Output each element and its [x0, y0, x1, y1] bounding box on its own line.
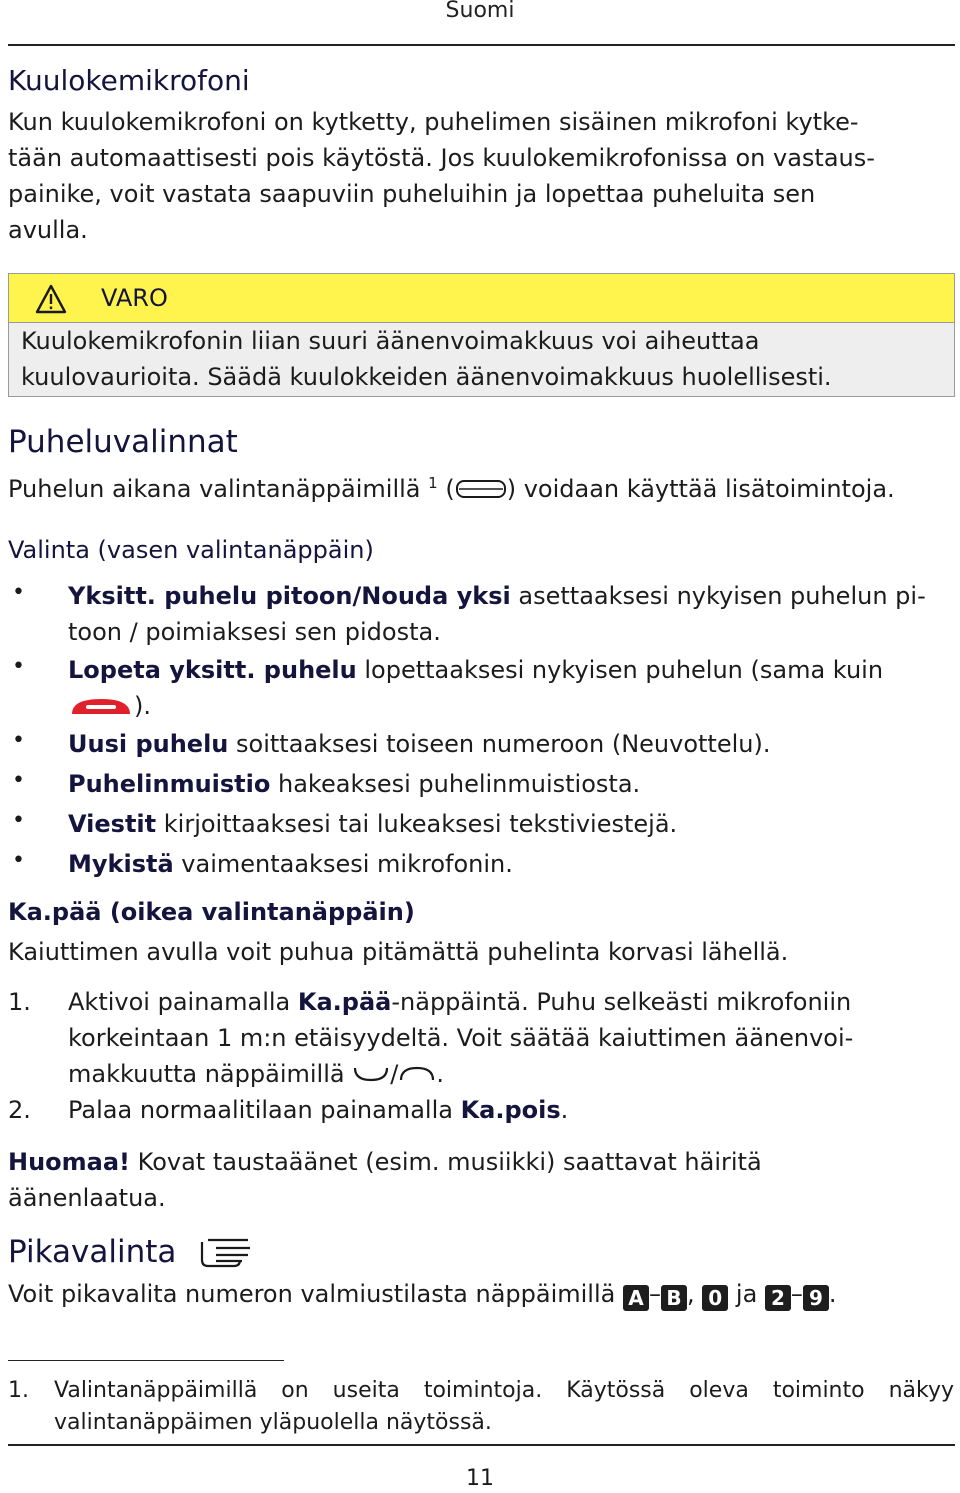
- step-number-2: 2.: [8, 1096, 31, 1124]
- list-item-text: kirjoittaaksesi tai lukeaksesi tekstiviestejä.: [156, 810, 678, 838]
- pikavalinta-end: .: [828, 1280, 837, 1308]
- list-item-text: vaimentaaksesi mikrofonin.: [173, 850, 513, 878]
- footnote-text: [54, 1375, 954, 1439]
- kuuloke-line-1: Kun kuulokemikrofoni on kytketty, puhelimen sisäinen mikrofoni kytke-: [8, 108, 859, 136]
- pikavalinta-dash2: –: [790, 1280, 803, 1308]
- list-item-text: asettaaksesi nykyisen puhelun pi-: [510, 582, 926, 610]
- warning-label: VARO: [101, 284, 168, 312]
- footnote-line2: valintanäppäimen yläpuolella näytössä.: [54, 1410, 492, 1435]
- bullet-4: •: [12, 768, 25, 793]
- puhelu-intro: [8, 465, 895, 507]
- list-item-line2: toon / poimiaksesi sen pidosta.: [68, 618, 441, 646]
- step-1-line3-sep: /: [390, 1060, 399, 1088]
- warning-header: [8, 273, 955, 323]
- footnote-ref: 1: [428, 474, 438, 492]
- kuuloke-line-4: avulla.: [8, 216, 88, 244]
- puhelu-intro-pre: Puhelun aikana valintanäppäimillä: [8, 475, 421, 503]
- speed-dial-hand-icon: [198, 1236, 254, 1270]
- step-2-post: .: [560, 1096, 569, 1124]
- pikavalinta-ja: ja: [728, 1280, 765, 1308]
- puhelu-intro-post: ) voidaan käyttää lisätoimintoja.: [506, 475, 895, 503]
- bullet-2: •: [12, 654, 25, 679]
- step-1-pre: Aktivoi painamalla: [68, 988, 298, 1016]
- list-item-text: soittaaksesi toiseen numeroon (Neuvottelu).: [228, 730, 771, 758]
- footer-rule: [8, 1444, 955, 1446]
- list-item-line2: ).: [134, 692, 151, 720]
- section-title-kuuloke: Kuulokemikrofoni: [8, 64, 250, 97]
- oikea-intro: Kaiuttimen avulla voit puhua pitämättä puhelinta korvasi lähellä.: [8, 938, 789, 966]
- footnote-line1: Valintanäppäimillä on useita toimintoja. Käytössä oleva toiminto näkyy: [54, 1378, 954, 1403]
- warning-body: [8, 323, 955, 397]
- step-1-line2: korkeintaan 1 m:n etäisyydeltä. Voit säätää kaiuttimen äänenvoi-: [68, 1024, 854, 1052]
- header-rule: [8, 44, 955, 46]
- list-item: [68, 578, 948, 650]
- pikavalinta-dash1: –: [648, 1280, 661, 1308]
- list-item: [68, 806, 677, 842]
- note-line2: äänenlaatua.: [8, 1184, 166, 1212]
- step-2-pre: Palaa normaalitilaan painamalla: [68, 1096, 461, 1124]
- subsection-title-oikea: Ka.pää (oikea valintanäppäin): [8, 898, 415, 926]
- key-2-icon: 2: [765, 1285, 791, 1311]
- list-item-bold: Uusi puhelu: [68, 730, 229, 758]
- subsection-title-vasen: Valinta (vasen valintanäppäin): [8, 536, 374, 564]
- running-header: Suomi: [445, 0, 515, 23]
- vasen-list: [0, 578, 960, 878]
- note-paragraph: [8, 1144, 953, 1216]
- note-text: Kovat taustaäänet (esim. musiikki) saattavat häiritä: [130, 1148, 762, 1176]
- end-call-key-icon: [68, 695, 134, 717]
- pikavalinta-text: [8, 1276, 837, 1312]
- list-item: [68, 766, 640, 802]
- warning-line-1: Kuulokemikrofonin liian suuri äänenvoimakkuus voi aiheuttaa: [21, 327, 760, 355]
- list-item: [68, 652, 948, 724]
- bullet-5: •: [12, 808, 25, 833]
- step-1-line3-pre: makkuutta näppäimillä: [68, 1060, 345, 1088]
- volume-up-key-icon: [398, 1062, 436, 1084]
- bullet-1: •: [12, 580, 25, 605]
- step-1-line3-post: .: [436, 1060, 444, 1088]
- list-item: [68, 846, 513, 882]
- section-title-pikavalinta: Pikavalinta: [8, 1234, 177, 1270]
- step-number-1: 1.: [8, 988, 31, 1016]
- selection-keys-icon: [455, 478, 507, 500]
- list-item-bold: Mykistä: [68, 850, 174, 878]
- bullet-3: •: [12, 728, 25, 753]
- list-item-bold: Lopeta yksitt. puhelu: [68, 656, 357, 684]
- key-0-icon: 0: [702, 1285, 728, 1311]
- pikavalinta-comma: ,: [686, 1280, 695, 1308]
- footnote-rule: [8, 1360, 284, 1361]
- list-item-bold: Puhelinmuistio: [68, 770, 271, 798]
- step-1: [68, 984, 948, 1092]
- pikavalinta-pre: Voit pikavalita numeron valmiustilasta näppäimillä: [8, 1280, 623, 1308]
- volume-down-key-icon: [352, 1062, 390, 1084]
- step-1-bold: Ka.pää: [297, 988, 392, 1016]
- step-1-post: -näppäintä. Puhu selkeästi mikrofoniin: [391, 988, 852, 1016]
- warning-triangle-icon: [35, 284, 67, 314]
- key-b-icon: B: [661, 1285, 687, 1311]
- footnote-number: 1.: [8, 1378, 29, 1403]
- list-item-bold: Yksitt. puhelu pitoon/Nouda yksi: [68, 582, 511, 610]
- list-item-bold: Viestit: [68, 810, 157, 838]
- kuuloke-line-2: tään automaattisesti pois käytöstä. Jos kuulokemikrofonissa on vastaus-: [8, 144, 875, 172]
- section-title-puhelu: Puheluvalinnat: [8, 424, 238, 460]
- kuuloke-line-3: painike, voit vastata saapuviin puheluihin ja lopettaa puheluita sen: [8, 180, 816, 208]
- key-a-icon: A: [623, 1285, 649, 1311]
- note-label: Huomaa!: [8, 1148, 131, 1176]
- warning-line-2: kuulovaurioita. Säädä kuulokkeiden äänenvoimakkuus huolellisesti.: [21, 363, 832, 391]
- warning-text: [21, 323, 951, 395]
- page-number: 11: [466, 1466, 494, 1491]
- key-9-icon: 9: [803, 1285, 829, 1311]
- list-item: [68, 726, 770, 762]
- list-item-text: lopettaaksesi nykyisen puhelun (sama kuin: [356, 656, 884, 684]
- step-2-bold: Ka.pois: [460, 1096, 561, 1124]
- bullet-6: •: [12, 848, 25, 873]
- puhelu-intro-open: (: [445, 475, 455, 503]
- step-2: [68, 1092, 568, 1128]
- kuuloke-paragraph: [8, 104, 953, 248]
- list-item-text: hakeaksesi puhelinmuistiosta.: [270, 770, 641, 798]
